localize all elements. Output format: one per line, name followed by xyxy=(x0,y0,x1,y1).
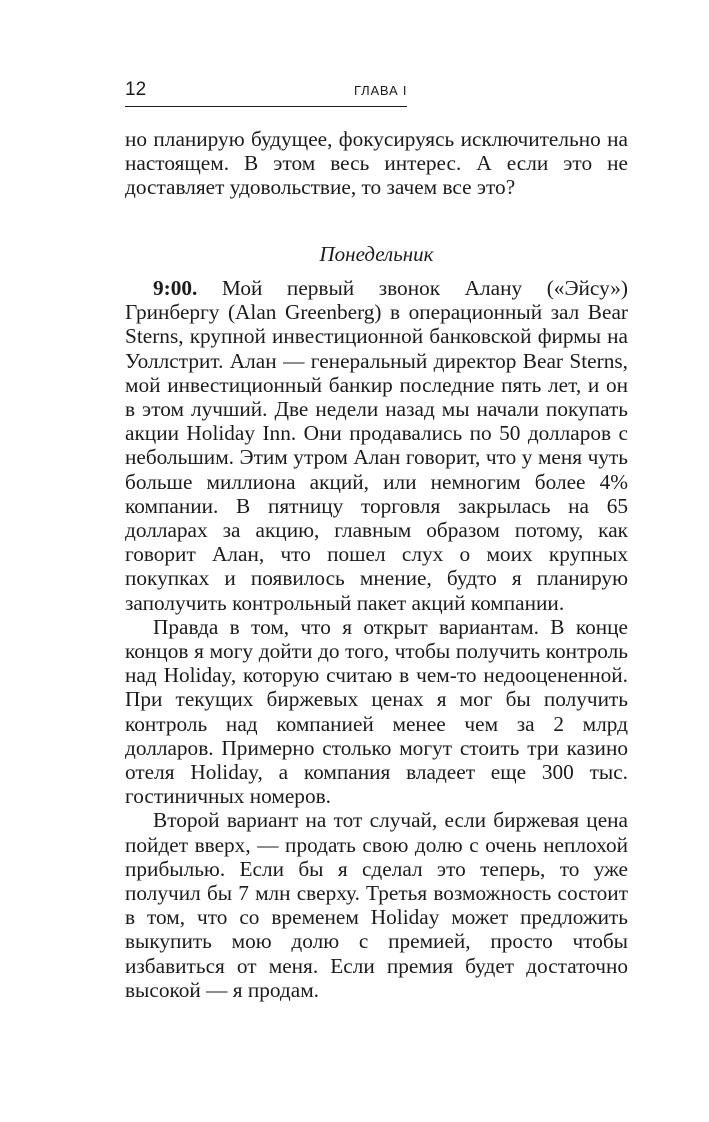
section-title: Понедельник xyxy=(319,242,434,266)
running-head: ГЛАВА I xyxy=(354,83,408,98)
book-page xyxy=(125,0,628,1122)
page-number: 12 xyxy=(125,79,147,100)
paragraph: Второй вариант на тот случай, если биржевая цена пойдет вверх, — продать свою долю с очень неплохой прибылью. Если бы я сделал это теперь, то уже получил бы 7 млн сверху. Третья возможность состоит в том, что со временем Holiday может предложить выкупить мою долю с премией, просто чтобы избавиться от меня. Если премия будет достаточно высокой — я продам. xyxy=(125,808,628,1002)
paragraph: Правда в том, что я открыт вариантам. В конце концов я могу дойти до того, чтобы получить контроль над Holiday, которую считаю в чем-то недооцененной. При текущих биржевых ценах я мог бы получить контроль над компанией менее чем за 2 млрд долларов. Примерно столько могут стоить три казино отеля Holiday, а компания владеет еще 300 тыс. гостиничных номеров. xyxy=(125,614,628,809)
paragraph-first-text: Мой первый звонок Алану («Эйсу») Гринбергу (Alan Greenberg) в операционный зал Bear Sterns, крупной инвестиционной банковской фирмы на Уоллстрит. Алан — генеральный директор Bear Sterns, мой инвестиционный банкир последние пять лет, и он в этом лучший. Две недели назад мы начали покупать акции Holiday Inn. Они продавались по 50 долларов с небольшим. Этим утром Алан говорит, что у меня чуть больше миллиона акций, или немногим более 4% компании. В пятницу торговля закрылась на 65 долларах за акцию, главным образом потому, как говорит Алан, что пошел слух о моих крупных покупках и появилось мнение, будто я планирую заполучить контрольный пакет акций компании. xyxy=(125,276,628,615)
paragraph-first xyxy=(125,276,628,615)
continuation-paragraph-block xyxy=(125,127,628,200)
page-header xyxy=(125,79,628,109)
section-body xyxy=(125,276,628,1002)
time-stamp: 9:00. xyxy=(153,276,198,300)
continuation-paragraph: но планирую будущее, фокусируясь исключительно на настоящем. В этом весь интерес. А если это не доставляет удовольствие, то зачем все это? xyxy=(125,127,628,200)
header-rule xyxy=(125,106,407,107)
